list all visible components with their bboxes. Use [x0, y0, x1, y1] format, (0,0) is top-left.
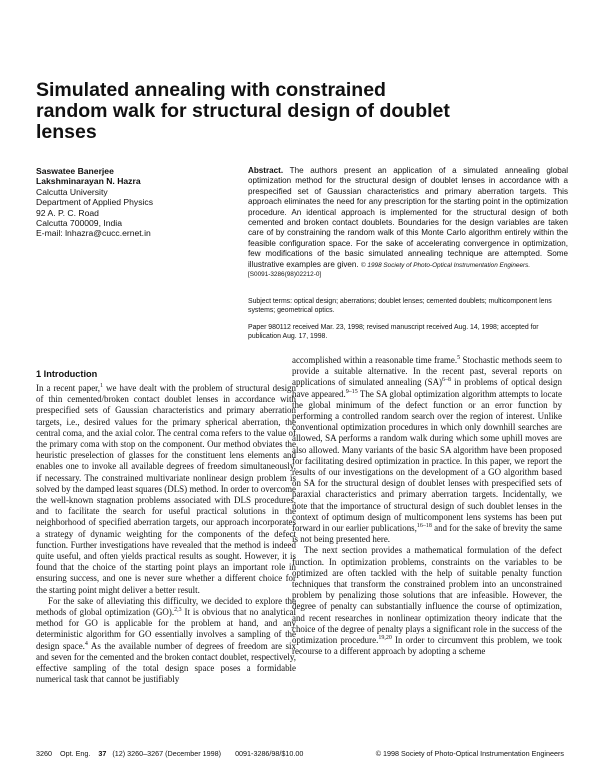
- subject-terms: Subject terms: optical design; aberrations; doublet lenses; cemented doublets; multicomponent lens systems; geometrical optics.: [248, 298, 552, 314]
- author-block: [36, 166, 236, 239]
- citation[interactable]: 4: [84, 640, 88, 647]
- page-number: 3260: [36, 749, 52, 758]
- paragraph: [36, 383, 296, 596]
- journal-info: [60, 749, 227, 758]
- received-dates: Paper 980112 received Mar. 23, 1998; revised manuscript received Aug. 14, 1998; accepted for publication Aug. 17, 1998.: [248, 324, 539, 340]
- journal-volume: 37: [98, 749, 107, 758]
- author-name: Saswatee Banerjee: [36, 166, 114, 176]
- text-run: we have dealt with the problem of structural design of thin cemented/broken contact doublet lenses in accordance with prespecified sets of Gaussian characteristics and primary aberration targets, i.e., desired values for the primary spherical aberration, the central coma, and the axial color. The central coma refers to the value of the primary coma with stop on the component. Our method obviates the heuristic preselection of glasses for the constituent lens elements and enables one to invoke all available degrees of freedom simultaneously, if necessary. The constrained multivariate nonlinear design problem is solved by the damped least squares (DLS) method. In order to overcome the well-known stagnation problems associated with DLS procedures, and to facilitate the search for useful practical solutions in the neighborhood of specified aberration targets, our approach incorporates a strategy of dynamic weighting for the components of the defect function. Further investigations have revealed that the method is indeed quite useful, and often yields practical results as sought. However, it is found that the choice of the starting point plays an important role in ensuring success, and one is never sure whether a different choice for the starting point might deliver a better result.: [36, 383, 296, 595]
- text-run: As the available number of degrees of freedom are six and seven for the cemented and the broken contact doublet, respectively, effective sampling of the total design space poses a formidable numerical task that cannot be justifiably: [36, 640, 296, 685]
- text-run: The next section provides a mathematical formulation of the defect function. In optimization problems, constraints on the variables to be optimized are often tackled with the help of suitable penalty function techniques that transform the constrained problem into an unconstrained problem by penalizing those solutions that are infeasible. However, the degree of penalty can substantially influence the course of optimization, and recent researches in nonlinear optimization theory indicate that the choice of the degree of penalty plays a significant role in the success of the optimization procedure.: [292, 545, 562, 646]
- footer-copyright: © 1998 Society of Photo-Optical Instrumentation Engineers: [375, 749, 564, 758]
- affiliation-line: Department of Applied Physics: [36, 197, 154, 208]
- text-run: and for the sake of brevity the same is not being presented here.: [292, 523, 562, 545]
- citation[interactable]: 19,20: [378, 635, 392, 642]
- text-run: in problems of optical design have appeared.: [292, 377, 562, 399]
- page-footer: [36, 749, 564, 758]
- abstract-code: [S0091-3286(98)02212-0]: [248, 271, 322, 279]
- citation[interactable]: 16–18: [416, 523, 432, 530]
- citation[interactable]: 2,3: [174, 607, 182, 614]
- citation[interactable]: 5: [457, 355, 461, 362]
- text-run: For the sake of alleviating this difficulty, we decided to explore the methods of global optimization (GO).: [36, 595, 296, 618]
- text-run: Stochastic methods seem to provide a suitable alternative. In the recent past, several reports on applications of simulated annealing (SA): [292, 355, 562, 388]
- affiliation-line: Calcutta 700009, India: [36, 218, 123, 229]
- abstract-copyright: © 1998 Society of Photo-Optical Instrumentation Engineers.: [360, 261, 531, 269]
- paper-title: Simulated annealing with constrained random walk for structural design of doublet lenses: [36, 79, 450, 143]
- affiliation-line: 92 A. P. C. Road: [36, 207, 99, 218]
- journal-name: Opt. Eng.: [60, 749, 91, 758]
- paragraph: [292, 355, 562, 545]
- journal-issue: (12) 3260–3267 (December 1998): [112, 749, 222, 758]
- author-name: Lakshminarayan N. Hazra: [36, 176, 141, 187]
- text-run: It is obvious that no analytical method for GO is applicable for the problem at hand, and any deterministic algorithm for GO essentially involves a sampling of the design space.: [36, 607, 297, 651]
- citation[interactable]: 6–8: [442, 377, 452, 384]
- paragraph: [36, 596, 296, 686]
- paragraph: [292, 545, 562, 657]
- section-heading: 1 Introduction: [36, 369, 98, 379]
- affiliation-line: Calcutta University: [36, 186, 108, 197]
- text-run: accomplished within a reasonable time frame.: [292, 355, 458, 365]
- text-run: In order to circumvent this problem, we took recourse to a different approach by adopting a scheme: [292, 635, 562, 657]
- abstract: [248, 166, 568, 280]
- abstract-text: The authors present an application of a simulated annealing global optimization method for the structural design of doublet lenses in accordance with a prespecified set of Gaussian characteristics and primary aberration targets. This approach eliminates the need for any prescription for the starting point in the optimization procedure. An identical approach is implemented for the structural design of both cemented and broken contact doublets. Boundaries for the design variables are taken care of by constraining the random walk of this Monte Carlo algorithm entirely within the feasible configuration space. For the sake of accelerating convergence in optimization, few modifications of the basic simulated annealing technique are attempted. Some illustrative examples are given.: [248, 166, 568, 269]
- publication-code: 0091-3286/98/$10.00: [235, 749, 304, 758]
- footer-citation: [36, 749, 309, 758]
- author-email[interactable]: E-mail: lnhazra@cucc.ernet.in: [36, 228, 151, 239]
- citation[interactable]: 9–15: [345, 388, 358, 395]
- abstract-label: Abstract.: [248, 166, 284, 175]
- citation[interactable]: 1: [100, 383, 104, 390]
- text-run: In a recent paper,: [36, 383, 101, 393]
- body-column-right: [292, 355, 562, 657]
- text-run: The SA global optimization algorithm attempts to locate the global minimum of the defect function or an error function by performing a controlled random search over the region of interest. Unlike conventional optimization procedures in which only downhill searches are allowed, SA performs a random walk during which some uphill moves are also allowed. Many variants of the basic SA algorithm have been proposed for facilitating desired optimization in practice. In this paper, we report the results of our investigations on the development of a GO algorithm based on SA for the structural design of doublet lenses with prespecified sets of paraxial characteristics and primary aberration targets. Incidentally, we note that the importance of structural design of such doublet lenses in the context of optimum design of multicomponent lens systems has been put forward in our earlier publications,: [292, 388, 562, 534]
- body-column-left: [36, 383, 296, 685]
